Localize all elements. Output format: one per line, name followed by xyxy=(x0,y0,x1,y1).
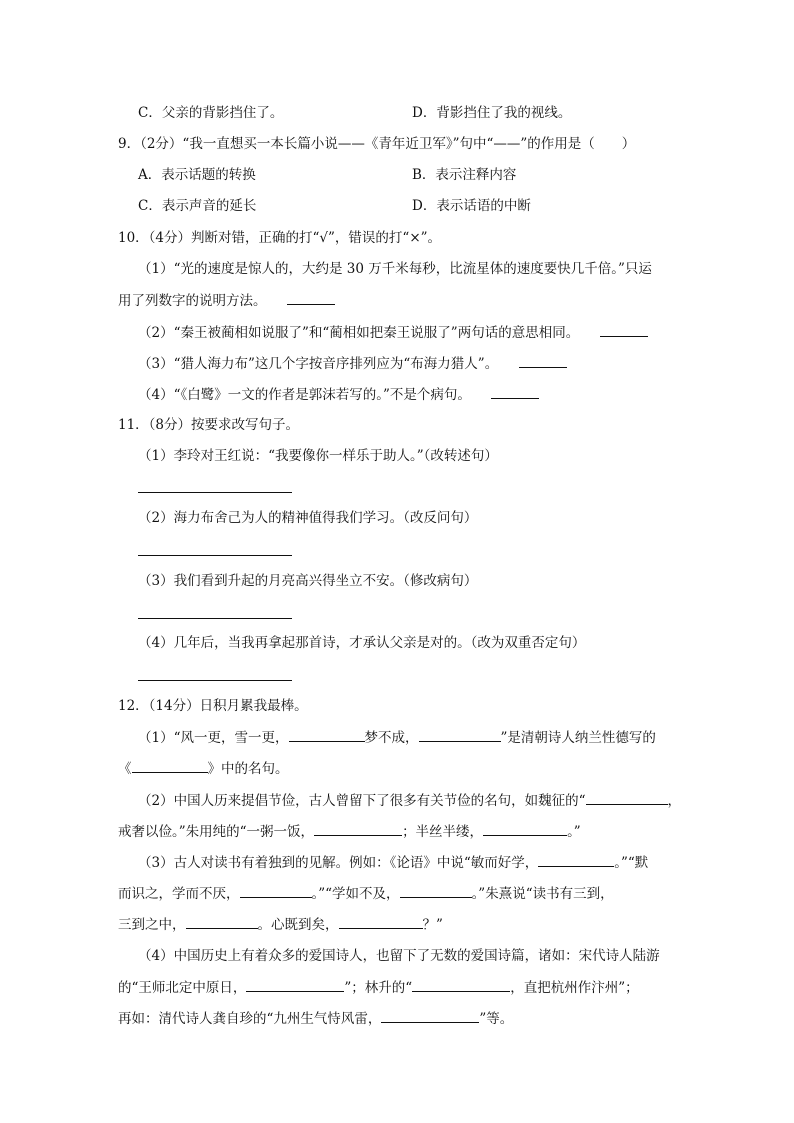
q10-item2: （2）“秦王被蔺相如说服了”和“蔺相如把秦王说服了”两句话的意思相同。 xyxy=(138,322,648,343)
q12-item3-blank2[interactable] xyxy=(240,883,312,898)
q10-item4: （4）“《白鹭》一文的作者是郭沫若写的。”不是个病句。 xyxy=(138,384,539,405)
q11-item4-answer-line[interactable] xyxy=(138,680,292,681)
q8-option-d: D．背影挡住了我的视线。 xyxy=(412,105,572,121)
q12-item2-line2: 戒奢以俭。”朱用纯的“一粥一饭， ；半丝半缕， 。” xyxy=(118,821,581,842)
q11-item1-answer-line[interactable] xyxy=(138,492,292,493)
q12-item3-blank4[interactable] xyxy=(186,914,258,929)
q12-item4-line3: 再如：清代诗人龚自珍的“九州生气恃风雷， ”等。 xyxy=(118,1008,513,1029)
q11-item3-answer-line[interactable] xyxy=(138,618,292,619)
q12-item4-line2: 的“王师北定中原日， ”；林升的“ ，直把杭州作汴州”； xyxy=(118,977,639,998)
q12-item3-line3: 三到之中， 。心既到矣， ？” xyxy=(118,914,443,935)
q12-item1-blank1[interactable] xyxy=(289,727,365,742)
q12-item3-line2: 而识之，学而不厌， 。”“学如不及， 。”朱熹说“读书有三到， xyxy=(118,883,614,904)
q12-item2-blank1[interactable] xyxy=(586,790,668,805)
q11-item1: （1）李玲对王红说：“我要像你一样乐于助人。”（改转述句） xyxy=(138,448,498,464)
q12-item3-line1: （3）古人对读书有着独到的见解。例如：《论语》中说“敏而好学， 。”“默 xyxy=(138,852,648,873)
q12-item1-line1: （1）“风一更，雪一更， 梦不成， ”是清朝诗人纳兰性德写的 xyxy=(138,727,656,748)
q9-option-a: A．表示话题的转换 xyxy=(138,167,256,183)
q10-item3: （3）“猎人海力布”这几个字按音序排列应为“布海力猎人”。 xyxy=(138,353,567,374)
q12-item2-blank3[interactable] xyxy=(483,821,567,836)
q9-option-d: D．表示话语的中断 xyxy=(412,198,531,214)
q9-option-b: B．表示注释内容 xyxy=(412,167,517,183)
q10-item1-line1: （1）“光的速度是惊人的，大约是 30 万千米每秒，比流星体的速度要快几千倍。”只运 xyxy=(138,261,652,277)
q9-stem: 9．（2分）“我一直想买一本长篇小说——《青年近卫军》”句中“——”的作用是（ ） xyxy=(118,136,636,152)
q12-item4-line1: （4）中国历史上有着众多的爱国诗人，也留下了无数的爱国诗篇，诸如：宋代诗人陆游 xyxy=(138,948,660,964)
q12-item2-blank2[interactable] xyxy=(314,821,402,836)
q10-item3-answer-blank[interactable] xyxy=(519,353,567,368)
q12-item2-line1: （2）中国人历来提倡节俭，古人曾留下了很多有关节俭的名句，如魏征的“ ， xyxy=(138,790,681,811)
q10-item1-line2: 用了列数字的说明方法。 xyxy=(118,290,335,311)
q12-stem: 12．（14分）日积月累我最棒。 xyxy=(118,698,308,714)
q12-item3-blank1[interactable] xyxy=(538,852,614,867)
q12-item1-line2: 《 》中的名句。 xyxy=(118,758,289,779)
q12-item4-blank1[interactable] xyxy=(246,977,344,992)
q10-item1-answer-blank[interactable] xyxy=(287,290,335,305)
q12-item4-blank3[interactable] xyxy=(381,1008,479,1023)
q11-item3: （3）我们看到升起的月亮高兴得坐立不安。（修改病句） xyxy=(138,573,478,589)
q10-item2-answer-blank[interactable] xyxy=(600,322,648,337)
q10-stem: 10．（4分）判断对错，正确的打“√”，错误的打“×”。 xyxy=(118,230,442,246)
q10-item4-answer-blank[interactable] xyxy=(491,384,539,399)
q11-item2-answer-line[interactable] xyxy=(138,555,292,556)
q12-item1-blank2[interactable] xyxy=(419,727,501,742)
q12-item3-blank3[interactable] xyxy=(400,883,472,898)
q11-stem: 11．（8分）按要求改写句子。 xyxy=(118,417,300,433)
q11-item2: （2）海力布舍己为人的精神值得我们学习。（改反问句） xyxy=(138,510,478,526)
q9-option-c: C．表示声音的延长 xyxy=(138,198,257,214)
q12-item3-blank5[interactable] xyxy=(339,914,423,929)
q8-option-c: C．父亲的背影挡住了。 xyxy=(138,105,284,121)
q12-item4-blank2[interactable] xyxy=(412,977,510,992)
q11-item4: （4）几年后，当我再拿起那首诗，才承认父亲是对的。（改为双重否定句） xyxy=(138,635,586,651)
q12-item1-blank3[interactable] xyxy=(132,758,208,773)
